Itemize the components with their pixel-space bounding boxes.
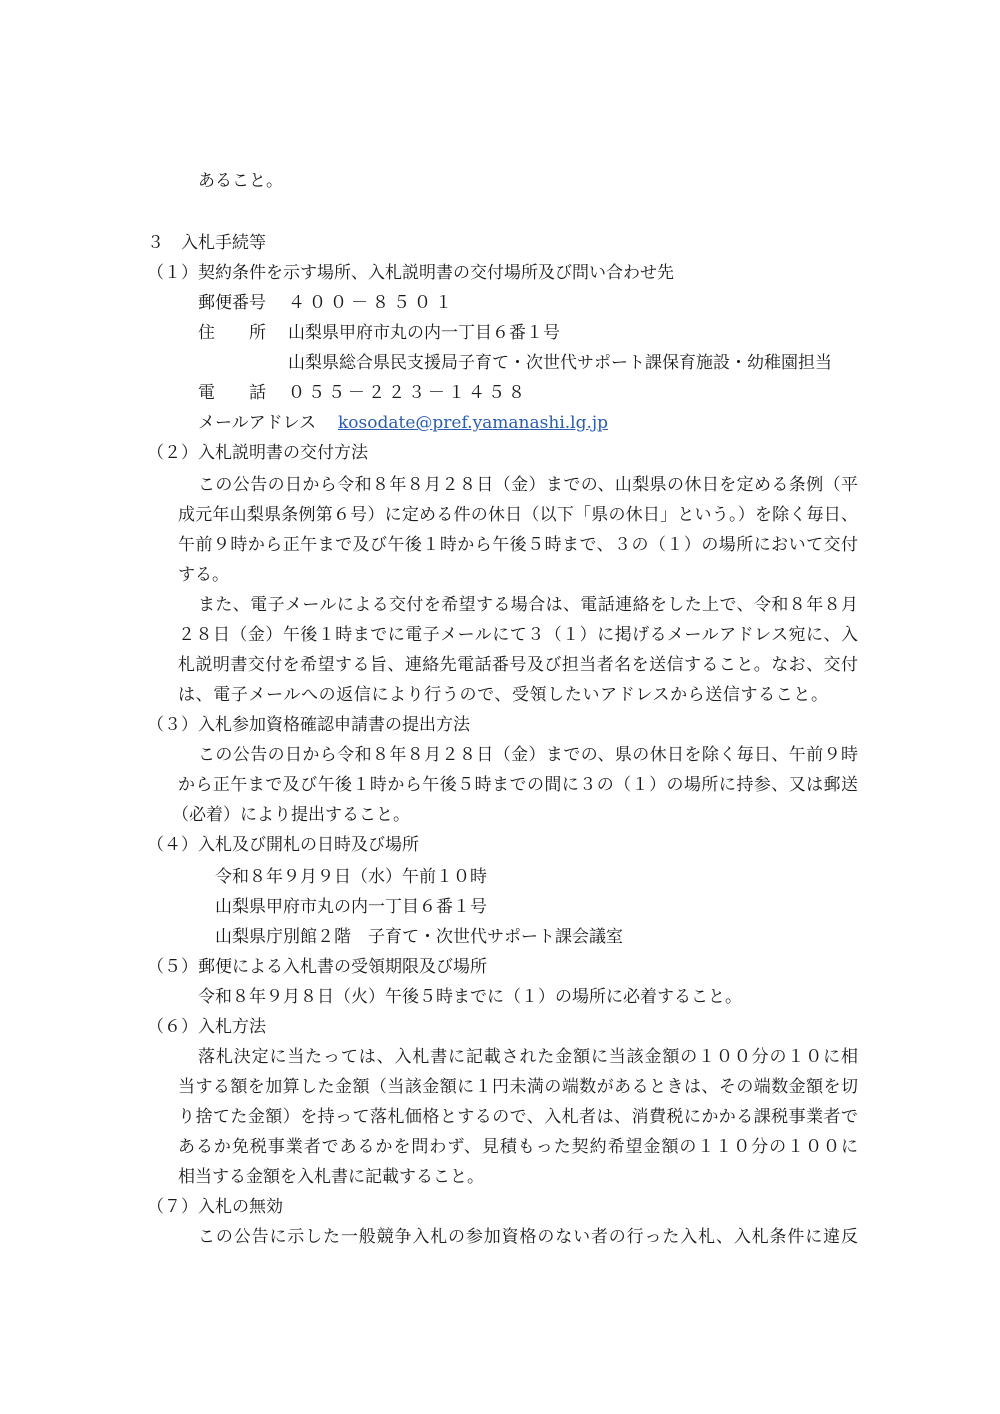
- phone-label: 電 話: [198, 383, 266, 403]
- item-6-line-1: 落札決定に当たっては、入札書に記載された金額に当該金額の１００分の１０に相: [198, 1047, 858, 1067]
- phone-value: ０５５－２２３－１４５８: [288, 383, 528, 403]
- item-2-p2-line-2: ２８日（金）午後１時までに電子メールにて３（１）に掲げるメールアドレス宛に、入: [178, 625, 858, 645]
- item-3-line-3: （必着）により提出すること。: [172, 805, 410, 825]
- section-3-title: ３ 入札手続等: [147, 233, 266, 253]
- item-3-heading: （３）入札参加資格確認申請書の提出方法: [147, 715, 470, 735]
- item-1-heading: （１）契約条件を示す場所、入札説明書の交付場所及び問い合わせ先: [147, 263, 674, 283]
- item-6-line-4: あるか免税事業者であるかを問わず、見積もった契約希望金額の１１０分の１００に: [178, 1137, 858, 1157]
- item-2-p2-line-1: また、電子メールによる交付を希望する場合は、電話連絡をした上で、令和８年８月: [198, 595, 858, 615]
- item-6-heading: （６）入札方法: [147, 1017, 266, 1037]
- item-4-line-3: 山梨県庁別館２階 子育て・次世代サポート課会議室: [215, 927, 623, 947]
- address-line-1: 山梨県甲府市丸の内一丁目６番１号: [288, 323, 560, 343]
- item-2-p2-line-4: は、電子メールへの返信により行うので、受領したいアドレスから送信すること。: [178, 685, 828, 705]
- item-2-heading: （２）入札説明書の交付方法: [147, 443, 368, 463]
- item-4-line-1: 令和８年９月９日（水）午前１０時: [215, 867, 487, 887]
- address-label: 住 所: [198, 323, 266, 343]
- address-line-2: 山梨県総合県民支援局子育て・次世代サポート課保育施設・幼稚園担当: [288, 353, 832, 373]
- item-2-p1-line-3: 午前９時から正午まで及び午後１時から午後５時まで、３の（１）の場所において交付: [178, 535, 858, 555]
- item-3-line-2: から正午まで及び午後１時から午後５時までの間に３の（１）の場所に持参、又は郵送: [178, 775, 858, 795]
- postal-value: ４００－８５０１: [288, 293, 456, 313]
- item-4-heading: （４）入札及び開札の日時及び場所: [147, 835, 419, 855]
- item-3-line-1: この公告の日から令和８年８月２８日（金）までの、県の休日を除く毎日、午前９時: [198, 745, 858, 765]
- item-7-heading: （７）入札の無効: [147, 1197, 283, 1217]
- item-4-line-2: 山梨県甲府市丸の内一丁目６番１号: [215, 897, 487, 917]
- item-6-line-3: り捨てた金額）を持って落札価格とするので、入札者は、消費税にかかる課税事業者で: [178, 1107, 858, 1127]
- postal-label: 郵便番号: [198, 293, 266, 313]
- email-link[interactable]: kosodate@pref.yamanashi.lg.jp: [338, 413, 609, 433]
- email-label: メールアドレス: [198, 413, 317, 433]
- item-2-p1-line-2: 成元年山梨県条例第６号）に定める件の休日（以下「県の休日」という。）を除く毎日、: [178, 505, 858, 525]
- item-6-line-5: 相当する金額を入札書に記載すること。: [178, 1167, 484, 1187]
- item-5-heading: （５）郵便による入札書の受領期限及び場所: [147, 957, 487, 977]
- item-5-line-1: 令和８年９月８日（火）午後５時までに（１）の場所に必着すること。: [198, 987, 742, 1007]
- item-7-line-1: この公告に示した一般競争入札の参加資格のない者の行った入札、入札条件に違反: [198, 1227, 858, 1247]
- item-2-p1-line-1: この公告の日から令和８年８月２８日（金）までの、山梨県の休日を定める条例（平: [198, 475, 858, 495]
- item-2-p2-line-3: 札説明書交付を希望する旨、連絡先電話番号及び担当者名を送信すること。なお、交付: [178, 655, 858, 675]
- item-6-line-2: 当する額を加算した金額（当該金額に１円未満の端数があるときは、その端数金額を切: [178, 1077, 858, 1097]
- item-2-p1-line-4: する。: [178, 565, 229, 585]
- continuation-text: あること。: [198, 171, 283, 191]
